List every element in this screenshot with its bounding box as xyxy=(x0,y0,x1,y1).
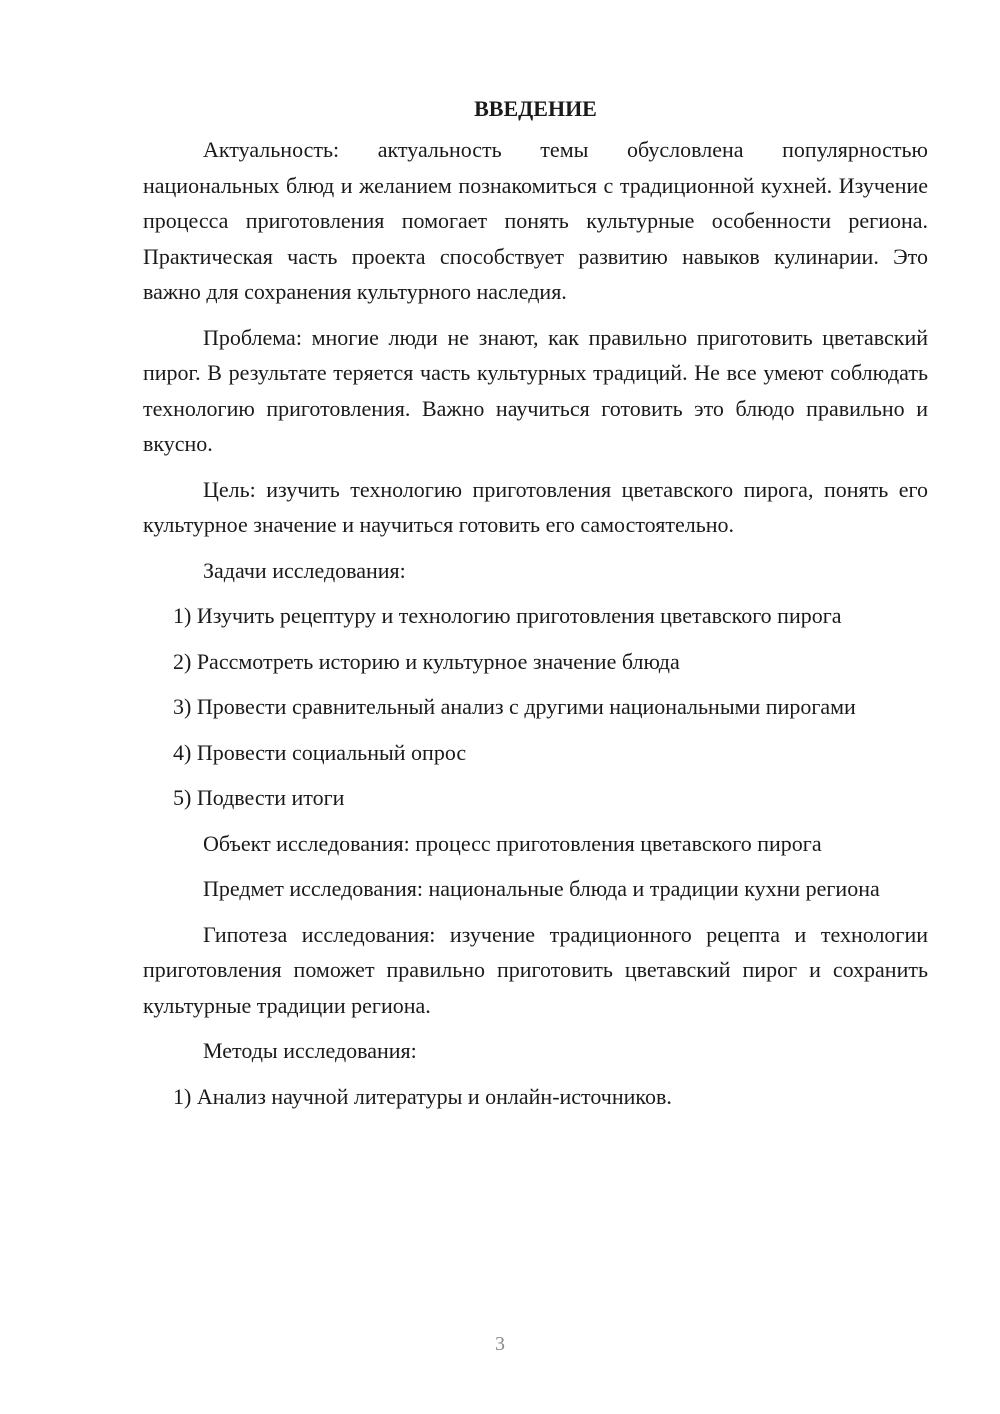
subject-paragraph: Предмет исследования: национальные блюда и традиции кухни региона xyxy=(203,876,880,901)
document-page xyxy=(143,94,928,1124)
object-paragraph: Объект исследования: процесс приготовления цветавского пирога xyxy=(203,830,822,856)
method-item: 1) Анализ научной литературы и онлайн-источников. xyxy=(173,1083,672,1109)
page-number: 3 xyxy=(495,1333,505,1355)
task-item: 1) Изучить рецептуру и технологию приготовления цветавского пирога xyxy=(173,603,842,628)
relevance-paragraph: Актуальность: актуальность темы обусловлена популярностью национальных блюд и желанием познакомиться с традиционной кухней. Изучение процесса приготовления помогает понять культурные особенности региона. Практическая часть проекта способствует развитию навыков кулинарии. Это важно для сохранения культурного наследия. xyxy=(143,137,928,304)
section-title: ВВЕДЕНИЕ xyxy=(474,96,597,121)
task-item: 4) Провести социальный опрос xyxy=(173,739,467,765)
methods-heading: Методы исследования: xyxy=(203,1038,417,1063)
task-item: 3) Провести сравнительный анализ с другими национальными пирогами xyxy=(173,694,856,719)
hypothesis-paragraph: Гипотеза исследования: изучение традиционного рецепта и технологии приготовления поможет правильно приготовить цветавский пирог и сохранить культурные традиции региона. xyxy=(143,921,928,1018)
task-item: 5) Подвести итоги xyxy=(173,785,345,810)
tasks-heading: Задачи исследования: xyxy=(203,557,406,583)
problem-paragraph: Проблема: многие люди не знают, как правильно приготовить цветавский пирог. В результате теряется часть культурных традиций. Не все умеют соблюдать технологию приготовления. Важно научиться готовить это блюдо правильно и вкусно. xyxy=(143,324,928,456)
goal-paragraph: Цель: изучить технологию приготовления цветавского пирога, понять его культурное значение и научиться готовить его самостоятельно. xyxy=(143,476,928,537)
task-item: 2) Рассмотреть историю и культурное значение блюда xyxy=(173,648,680,674)
